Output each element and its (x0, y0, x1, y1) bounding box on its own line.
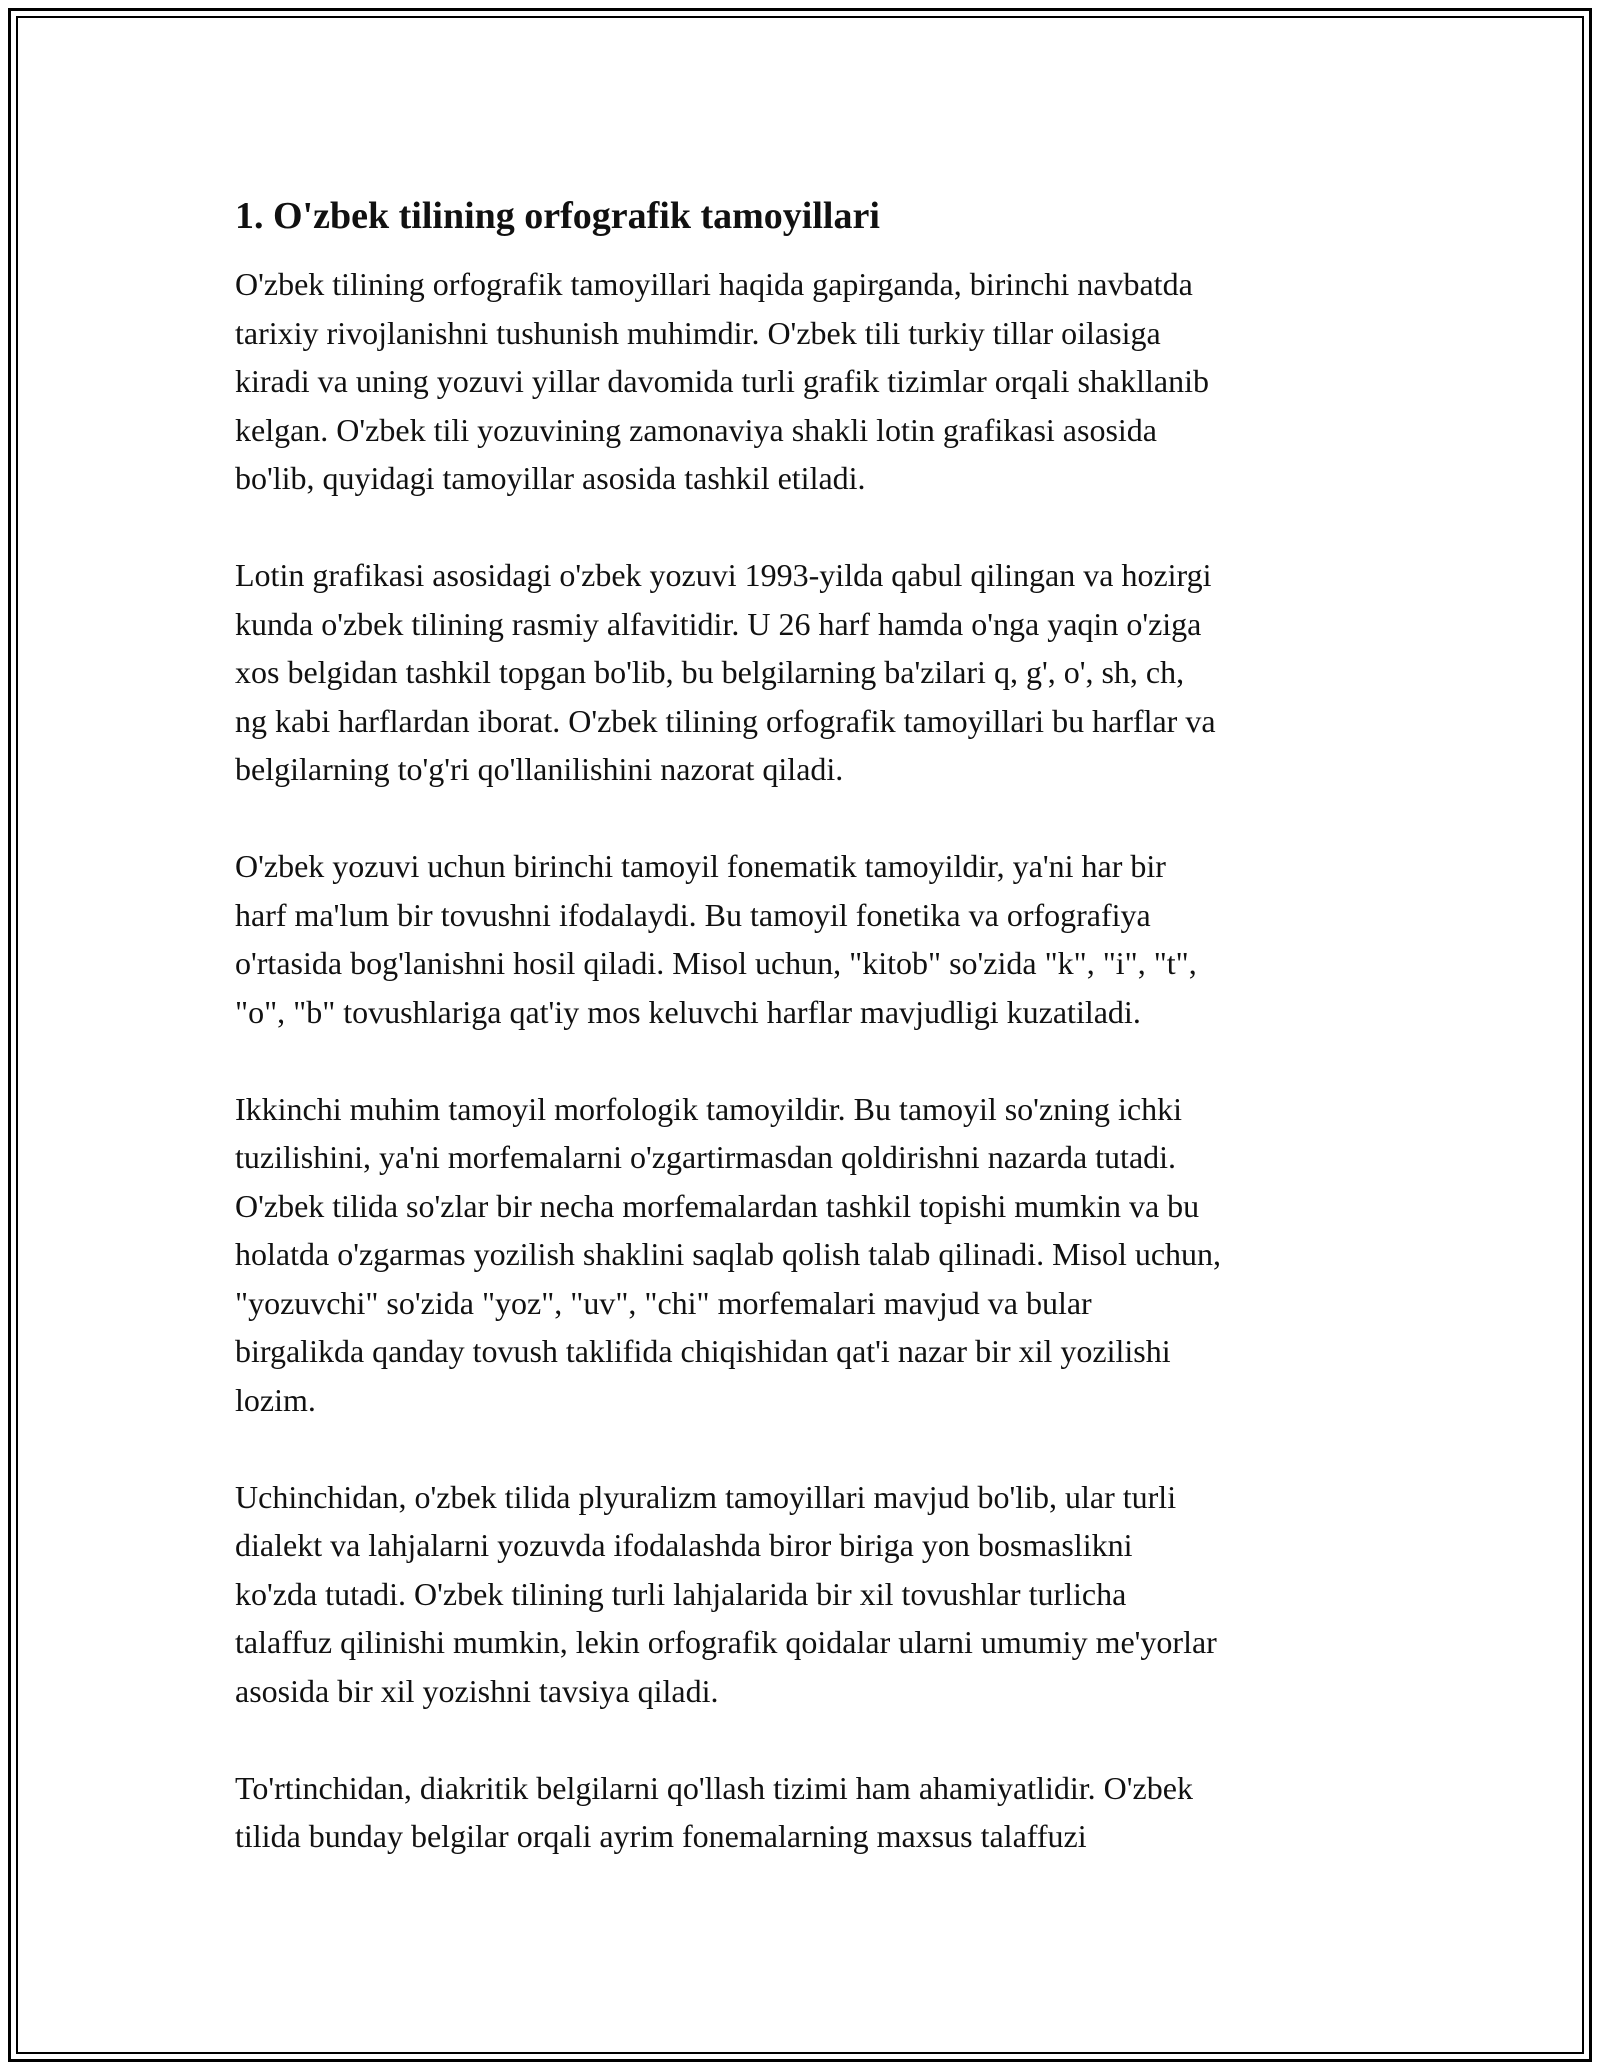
text-line: holatda o'zgarmas yozilish shaklini saqlab qolish talab qilinadi. Misol uchun, (235, 1236, 1222, 1272)
text-line: tuzilishini, ya'ni morfemalarni o'zgartirmasdan qoldirishni nazarda tutadi. (235, 1139, 1177, 1175)
text-line: "yozuvchi" so'zida "yoz", "uv", "chi" morfemalari mavjud va bular (235, 1284, 1092, 1321)
text-line: asosida bir xil yozishni tavsiya qiladi. (235, 1672, 719, 1709)
text-line: O'zbek tilining orfografik tamoyillari haqida gapirganda, birinchi navbatda (235, 266, 1193, 302)
paragraph (235, 551, 1385, 794)
paragraph-list (235, 260, 1385, 1861)
text-line: ng kabi harflardan iborat. O'zbek tilining orfografik tamoyillari bu harflar va (235, 702, 1216, 739)
text-line: O'zbek yozuvi uchun birinchi tamoyil fonematik tamoyildir, ya'ni har bir (235, 848, 1166, 884)
text-line: To'rtinchidan, diakritik belgilarni qo'llash tizimi ham ahamiyatlidir. O'zbek (235, 1769, 1193, 1806)
text-line: harf ma'lum bir tovushni ifodalaydi. Bu tamoyil fonetika va orfografiya (235, 896, 1151, 933)
text-line: bo'lib, quyidagi tamoyillar asosida tashkil etiladi. (235, 460, 866, 496)
paragraph (235, 260, 1385, 503)
text-line: Lotin grafikasi asosidagi o'zbek yozuvi 1993-yilda qabul qilingan va hozirgi (235, 557, 1212, 593)
text-line: lozim. (235, 1381, 316, 1418)
text-line: xos belgidan tashkil topgan bo'lib, bu belgilarning ba'zilari q, g', o', sh, ch, (235, 654, 1185, 690)
paragraph (235, 842, 1385, 1036)
paragraph (235, 1473, 1385, 1716)
text-line: ko'zda tutadi. O'zbek tilining turli lahjalarida bir xil tovushlar turlicha (235, 1575, 1127, 1612)
text-line: O'zbek tilida so'zlar bir necha morfemalardan tashkil topishi mumkin va bu (235, 1187, 1200, 1224)
text-line: tarixiy rivojlanishni tushunish muhimdir. O'zbek tili turkiy tillar oilasiga (235, 314, 1161, 351)
text-line: Ikkinchi muhim tamoyil morfologik tamoyildir. Bu tamoyil so'zning ichki (235, 1090, 1183, 1127)
document-body (235, 188, 1385, 1909)
text-line: tilida bunday belgilar orqali ayrim fonemalarning maxsus talaffuzi (235, 1818, 1087, 1854)
text-line: belgilarning to'g'ri qo'llanilishini nazorat qiladi. (235, 751, 844, 787)
text-line: kelgan. O'zbek tili yozuvining zamonaviya shakli lotin grafikasi asosida (235, 411, 1157, 448)
text-line: kunda o'zbek tilining rasmiy alfavitidir. U 26 harf hamda o'nga yaqin o'ziga (235, 605, 1202, 642)
paragraph (235, 1764, 1385, 1861)
text-line: o'rtasida bog'lanishni hosil qiladi. Misol uchun, "kitob" so'zida "k", "i", "t", (235, 945, 1197, 981)
text-line: "o", "b" tovushlariga qat'iy mos keluvchi harflar mavjudligi kuzatiladi. (235, 993, 1141, 1030)
text-line: Uchinchidan, o'zbek tilida plyuralizm tamoyillari mavjud bo'lib, ular turli (235, 1478, 1177, 1515)
text-line: dialekt va lahjalarni yozuvda ifodalashda biror biriga yon bosmaslikni (235, 1527, 1133, 1563)
section-title: 1. O'zbek tilining orfografik tamoyillari (235, 195, 880, 237)
text-line: birgalikda qanday tovush taklifida chiqishidan qat'i nazar bir xil yozilishi (235, 1333, 1171, 1369)
text-line: kiradi va uning yozuvi yillar davomida turli grafik tizimlar orqali shakllanib (235, 363, 1209, 399)
text-line: talaffuz qilinishi mumkin, lekin orfografik qoidalar ularni umumiy me'yorlar (235, 1624, 1217, 1660)
paragraph (235, 1085, 1385, 1425)
